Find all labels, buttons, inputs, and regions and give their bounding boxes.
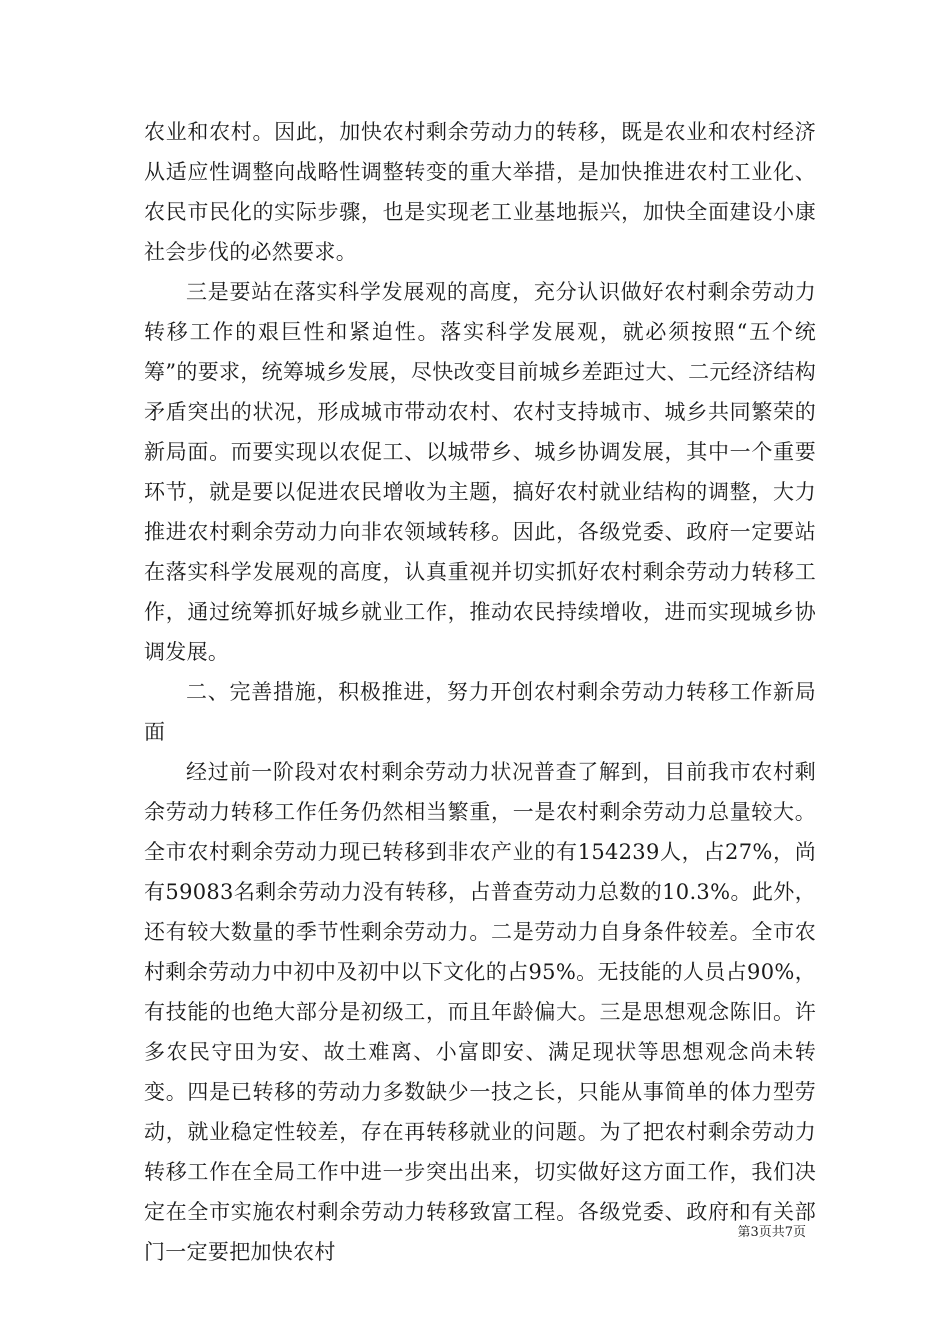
paragraph-survey-findings: 经过前一阶段对农村剩余劳动力状况普查了解到，目前我市农村剩余劳动力转移工作任务仍然相当繁重，一是农村剩余劳动力总量较大。全市农村剩余劳动力现已转移到非农产业的有154239人，占27%，尚有59083名剩余劳动力没有转移，占普查劳动力总数的10.3%。此外，还有较大数量的季节性剩余劳动力。二是劳动力自身条件较差。全市农村剩余劳动力中初中及初中以下文化的占95%。无技能的人员占90%，有技能的也绝大部分是初级工，而且年龄偏大。三是思想观念陈旧。许多农民守田为安、故土难离、小富即安、满足现状等思想观念尚未转变。四是已转移的劳动力多数缺少一技之长，只能从事简单的体力型劳动，就业稳定性较差，存在再转移就业的问题。为了把农村剩余劳动力转移工作在全局工作中进一步突出出来，切实做好这方面工作，我们决定在全市实施农村剩余劳动力转移致富工程。各级党委、政府和有关部门一定要把加快农村	[144, 760, 816, 1264]
page-number: 第3页共7页	[737, 1225, 806, 1240]
paragraph-point-three: 三是要站在落实科学发展观的高度，充分认识做好农村剩余劳动力转移工作的艰巨性和紧迫性。落实科学发展观，就必须按照“五个统筹”的要求，统筹城乡发展，尽快改变目前城乡差距过大、二元经济结构矛盾突出的状况，形成城市带动农村、农村支持城市、城乡共同繁荣的新局面。而要实现以农促工、以城带乡、城乡协调发展，其中一个重要环节，就是要以促进农民增收为主题，搞好农村就业结构的调整，大力推进农村剩余劳动力向非农领域转移。因此，各级党委、政府一定要站在落实科学发展观的高度，认真重视并切实抓好农村剩余劳动力转移工作，通过统筹抓好城乡就业工作，推动农民持续增收，进而实现城乡协调发展。	[144, 280, 816, 664]
section-heading-two: 二、完善措施，积极推进，努力开创农村剩余劳动力转移工作新局面	[144, 680, 816, 744]
paragraph-continuation: 农业和农村。因此，加快农村剩余劳动力的转移，既是农业和农村经济从适应性调整向战略性调整转变的重大举措，是加快推进农村工业化、农民市民化的实际步骤，也是实现老工业基地振兴，加快全面建设小康社会步伐的必然要求。	[144, 120, 816, 264]
document-body	[144, 112, 816, 1272]
